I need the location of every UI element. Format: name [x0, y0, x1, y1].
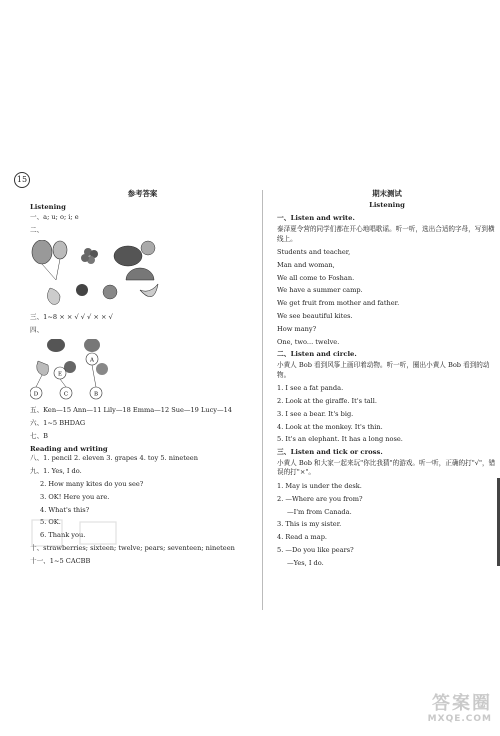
section-3-line: 2. —Where are you from? — [277, 494, 363, 503]
section-3-intro: 小黄人 Bob 和大家一起来玩"你比我猜"的游戏。听一听，正确的打"√"，错误的打"×"。 — [277, 458, 496, 477]
fruit-illustration-row — [30, 240, 255, 310]
page-number: 15 — [14, 172, 30, 188]
answer-line-5: 五、Ken—15 Ann—11 Lily—18 Emma—12 Sue—19 Lucy—14 — [30, 406, 233, 415]
section-2-line: 3. I see a bear. It's big. — [277, 409, 354, 418]
answer-line-4: 四、 — [30, 325, 44, 334]
answer-line-12: 4. What's this? — [40, 505, 90, 514]
section-2-line: 1. I see a fat panda. — [277, 384, 344, 393]
section-3-line: 1. May is under the desk. — [277, 482, 362, 491]
answer-line-11: 3. OK! Here you are. — [40, 492, 110, 501]
section-1-line: How many? — [277, 324, 317, 333]
answer-line-1: 一、a; u; o; i; e — [30, 213, 79, 222]
site-watermark — [400, 694, 492, 728]
section-2-line: 4. Look at the monkey. It's thin. — [277, 422, 383, 431]
answer-key-title: 参考答案 — [127, 189, 158, 198]
listening-heading: Listening — [30, 203, 66, 212]
answer-line-8: 八、1. pencil 2. eleven 3. grapes 4. toy 5. nineteen — [30, 454, 198, 463]
column-divider — [262, 190, 263, 610]
watermark-top: 答案圈 — [432, 693, 492, 714]
answer-line-7: 七、B — [30, 431, 49, 440]
section-2-heading: 二、Listen and circle. — [277, 350, 357, 359]
answer-line-10: 2. How many kites do you see? — [40, 480, 144, 489]
section-1-intro: 泰泽夏令营的同学们都在开心地唱歌谣。听一听，选出合适的字母，写到横线上。 — [277, 225, 495, 243]
section-3-line: 5. —Do you like pears? — [277, 545, 354, 554]
answer-key-column — [30, 190, 255, 571]
section-1-line: Students and teacher, — [277, 248, 351, 257]
watermark-bottom: MXQE.COM — [427, 714, 492, 724]
section-3-heading: 三、Listen and tick or cross. — [277, 448, 383, 457]
answer-line-14: 6. Thank you. — [40, 531, 86, 540]
circle-label-b: B — [93, 391, 99, 398]
fruit-circle-diagram — [30, 339, 255, 401]
circle-label-d: D — [33, 391, 39, 398]
answer-line-9: 九、1. Yes, I do. — [30, 467, 82, 476]
fruit-circle-illustration — [30, 339, 140, 401]
section-3-line: 3. This is my sister. — [277, 520, 342, 529]
circle-label-a: A — [90, 357, 94, 364]
answer-line-15: 十、strawberries; sixteen; twelve; pears; seventeen; nineteen — [30, 543, 235, 552]
section-1-line: One, two... twelve. — [277, 337, 340, 346]
answer-line-3: 三、1~8 × × √ √ √ × × √ — [30, 312, 113, 321]
section-1-line: Man and woman, — [277, 260, 335, 269]
answer-line-6: 六、1~5 BHDAG — [30, 419, 86, 428]
final-test-subtitle: Listening — [369, 201, 405, 210]
final-test-title: 期末测试 — [372, 189, 402, 198]
section-1-line: We see beautiful kites. — [277, 312, 353, 320]
reading-writing-heading: Reading and writing — [30, 444, 108, 453]
fruit-illustration — [30, 240, 160, 310]
circle-label-e: E — [57, 371, 63, 378]
circle-label-c: C — [63, 391, 69, 398]
answer-line-13: 5. OK. — [40, 518, 61, 527]
section-2-line: 2. Look at the giraffe. It's tall. — [277, 397, 378, 406]
section-1-line: We all come to Foshan. — [277, 273, 355, 282]
faded-stamp-mark — [30, 518, 120, 548]
final-test-column — [277, 190, 497, 573]
section-2-line: 5. It's an elephant. It has a long nose. — [277, 435, 403, 444]
section-1-line: We have a summer camp. — [277, 286, 363, 295]
answer-line-16: 十一、1~5 CACBB — [30, 556, 91, 565]
section-3-line: —Yes, I do. — [287, 558, 324, 567]
answer-line-2: 二、 — [30, 225, 44, 234]
section-3-line: —I'm from Canada. — [287, 507, 352, 516]
section-1-line: We get fruit from mother and father. — [277, 299, 400, 308]
section-3-line: 4. Read a map. — [277, 533, 328, 542]
section-2-intro: 小黄人 Bob 看到风筝上画印着动物。听一听，圈出小黄人 Bob 看到的动物。 — [277, 361, 490, 379]
section-1-heading: 一、Listen and write. — [277, 214, 355, 223]
